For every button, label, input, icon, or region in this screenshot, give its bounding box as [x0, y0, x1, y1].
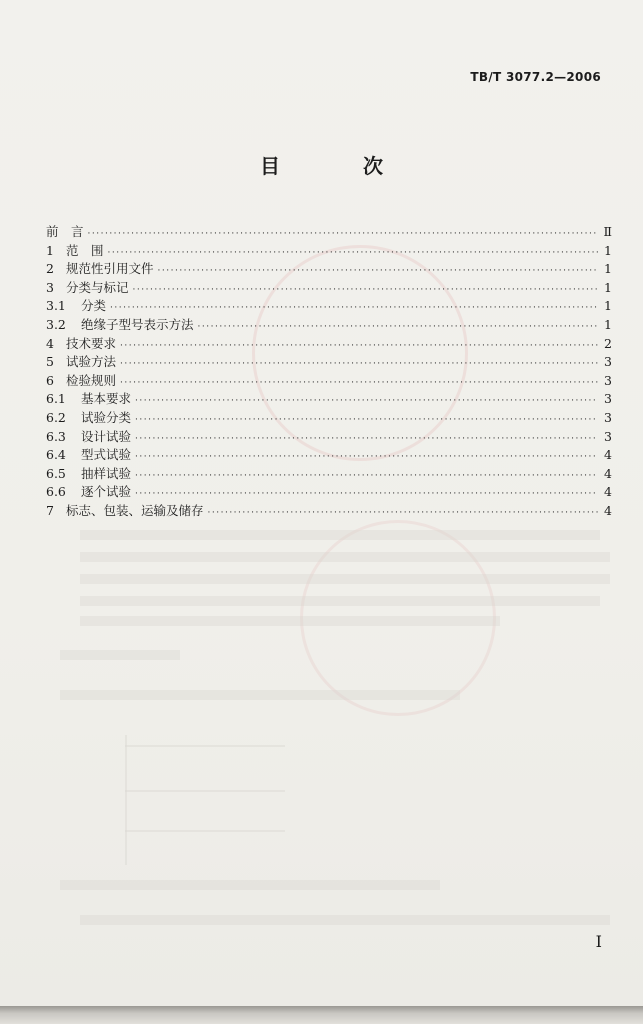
toc-entry-label: 抽样试验 [81, 465, 132, 481]
toc-entry [46, 278, 612, 297]
toc-entry [46, 352, 612, 371]
toc-entry [46, 389, 612, 408]
toc-entry-page: Ⅱ [603, 224, 612, 239]
toc-entry-number: 4 [46, 335, 54, 351]
toc-entry [46, 241, 612, 260]
bleed-through-diagram [125, 830, 285, 832]
toc-entry-page: 3 [604, 372, 612, 388]
toc-leader-dots [135, 415, 598, 425]
toc-entry-page: 1 [604, 279, 612, 295]
toc-leader-dots [120, 341, 598, 351]
toc-entry [46, 501, 612, 520]
bleed-through-line [80, 596, 600, 606]
toc-entry-label: 分类 [81, 298, 107, 314]
toc-entry [46, 315, 612, 334]
toc-entry-page: 4 [604, 502, 612, 518]
toc-entry-label: 试验分类 [81, 409, 132, 425]
toc-entry-label: 型式试验 [81, 447, 132, 463]
document-number: TB/T 3077.2—2006 [470, 70, 601, 84]
toc-leader-dots [108, 248, 598, 258]
toc-title: 目 次 [260, 154, 421, 178]
bleed-through-line [60, 690, 460, 700]
toc-entry-label: 设计试验 [81, 428, 132, 444]
page-number: I [595, 932, 602, 951]
toc-entry-label: 范 围 [66, 242, 104, 258]
toc-entry [46, 259, 612, 278]
toc-entry-number: 6.3 [46, 428, 66, 444]
toc-entry-page: 3 [604, 409, 612, 425]
toc-entry-page: 4 [604, 484, 612, 500]
toc-entry-number: 3 [46, 279, 54, 295]
bleed-through-diagram [125, 790, 285, 792]
toc-entry-page: 1 [604, 316, 612, 332]
toc-entry-page: 3 [604, 428, 612, 444]
toc-leader-dots [208, 508, 598, 518]
toc-entry-number: 2 [46, 261, 54, 277]
toc-entry [46, 334, 612, 353]
toc-entry-label: 绝缘子型号表示方法 [81, 316, 194, 332]
toc-leader-dots [135, 471, 598, 481]
bleed-through-line [80, 552, 610, 562]
toc-entry-number: 6.4 [46, 447, 66, 463]
toc-entry-number: 7 [46, 502, 54, 518]
toc-entry-page: 2 [604, 335, 612, 351]
toc-entry-label: 基本要求 [81, 391, 132, 407]
toc-entry-page: 3 [604, 354, 612, 370]
page-bottom-edge [0, 1006, 643, 1024]
bleed-through-line [60, 650, 180, 660]
toc-leader-dots [88, 229, 598, 239]
toc-entry [46, 222, 612, 241]
toc-entry [46, 445, 612, 464]
toc-entry [46, 427, 612, 446]
toc-leader-dots [198, 322, 598, 332]
toc-entry-page: 1 [604, 298, 612, 314]
toc-entry-page: 4 [604, 447, 612, 463]
toc-leader-dots [133, 285, 598, 295]
toc-entry-number: 6.6 [46, 484, 66, 500]
bleed-through-line [80, 915, 610, 925]
toc-entry [46, 408, 612, 427]
toc-leader-dots [135, 434, 598, 444]
toc-leader-dots [110, 303, 598, 313]
toc-leader-dots [158, 266, 598, 276]
toc-entry [46, 371, 612, 390]
bleed-through-line [60, 880, 440, 890]
toc-entry-page: 3 [604, 391, 612, 407]
toc-entry-number: 6.2 [46, 409, 66, 425]
toc-entry-page: 4 [604, 465, 612, 481]
toc-leader-dots [135, 489, 598, 499]
toc-entry-page: 1 [604, 261, 612, 277]
bleed-through-line [80, 616, 500, 626]
toc-entry-label: 标志、包装、运输及储存 [66, 502, 204, 518]
bleed-through-diagram [125, 745, 285, 747]
toc-entry-label: 试验方法 [66, 354, 117, 370]
toc-entry-page: 1 [604, 242, 612, 258]
toc-entry-number: 1 [46, 242, 54, 258]
toc-leader-dots [135, 396, 598, 406]
toc-entry-number: 6 [46, 372, 54, 388]
toc-leader-dots [135, 452, 598, 462]
toc-entry-number: 6.1 [46, 391, 66, 407]
toc-entry [46, 464, 612, 483]
bleed-through-line [80, 574, 610, 584]
bleed-through-line [80, 530, 600, 540]
toc-entry-number: 6.5 [46, 465, 66, 481]
toc-entry-label: 逐个试验 [81, 484, 132, 500]
bleed-through-diagram [125, 735, 127, 865]
toc-entry-label: 分类与标记 [66, 279, 129, 295]
toc-entry-label: 前 言 [46, 224, 84, 239]
toc-entry-label: 检验规则 [66, 372, 117, 388]
table-of-contents [46, 222, 612, 520]
toc-entry-number: 3.1 [46, 298, 66, 314]
toc-entry-number: 3.2 [46, 316, 66, 332]
toc-entry-label: 规范性引用文件 [66, 261, 154, 277]
toc-leader-dots [120, 359, 598, 369]
toc-entry-number: 5 [46, 354, 54, 370]
toc-entry [46, 296, 612, 315]
toc-leader-dots [120, 378, 598, 388]
toc-entry-label: 技术要求 [66, 335, 117, 351]
toc-entry [46, 482, 612, 501]
